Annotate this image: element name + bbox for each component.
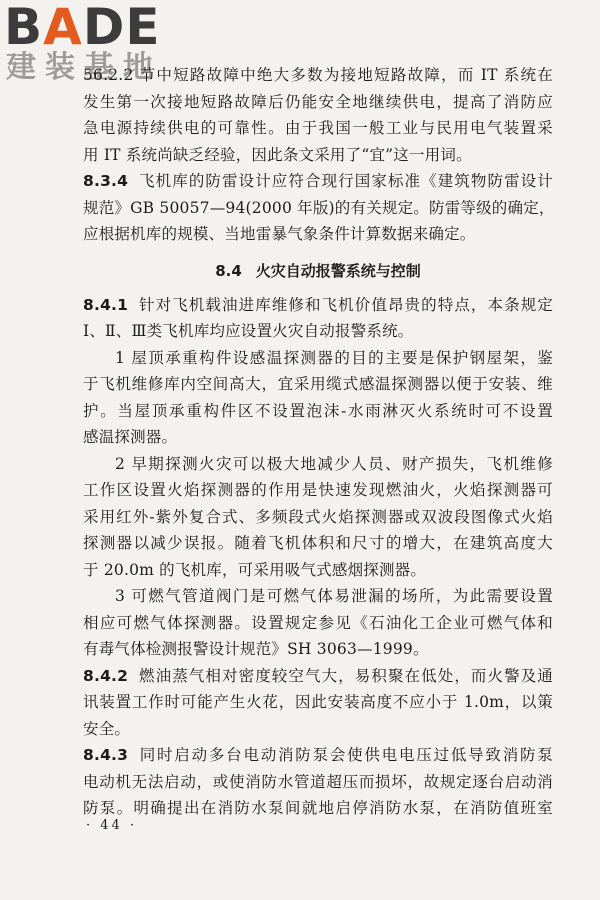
text-line: 用 IT 系统尚缺乏经验，因此条文采用了“宜”这一用词。 <box>83 145 472 164</box>
text-line: 56.2.2 节中短路故障中绝大多数为接地短路故障，而 IT 系统在 <box>83 66 553 84</box>
text-line: 于飞机维修库内空间高大，宜采用缆式感温探测器以便于安装、维 <box>83 375 553 393</box>
clause-number: 8.4.1 <box>83 295 129 314</box>
text-line: 讯装置工作时可能产生火花，因此安装高度不应小于 1.0m，以策 <box>83 693 553 711</box>
list-item-3-line: 3 可燃气管道阀门是可燃气体易泄漏的场所，为此需要设置 <box>115 587 553 605</box>
text-line: 发生第一次接地短路故障后仍能安全地继续供电，提高了消防应 <box>83 92 553 111</box>
text-line: 应根据机库的规模、当地雷暴气象条件计算数据来确定。 <box>83 225 476 243</box>
text-line: 于 20.0m 的飞机库，可采用吸气式感烟探测器。 <box>83 560 427 579</box>
text-line: 感温探测器。 <box>83 428 178 446</box>
clause-number: 8.3.4 <box>83 172 129 190</box>
clause-number: 8.4.3 <box>83 746 129 764</box>
text-line: 规范》GB 50057—94(2000 年版)的有关规定。防雷等级的确定， <box>83 198 555 217</box>
section-number: 8.4 <box>215 261 242 280</box>
clause-text: 针对飞机载油进库维修和飞机价值昂贵的特点，本条规定 <box>138 295 553 314</box>
clause-text: 同时启动多台电动消防泵会使供电电压过低导致消防泵 <box>138 746 553 764</box>
text-line: 探测器以减少误报。随着飞机体积和尺寸的增大，在建筑高度大 <box>83 534 553 552</box>
body-text <box>83 62 553 822</box>
clause-8-3-4-line <box>83 168 553 195</box>
text-line: 工作区设置火焰探测器的作用是快速发现燃油火，火焰探测器可 <box>83 481 553 499</box>
list-item-2-line: 2 早期探测火灾可以极大地减少人员、财产损失，飞机维修 <box>115 454 553 473</box>
text-line: Ⅰ、Ⅱ、Ⅲ类飞机库均应设置火灾自动报警系统。 <box>83 322 414 340</box>
clause-text: 燃油蒸气相对密度较空气大，易积聚在低处，而火警及通 <box>138 666 553 685</box>
list-item-1-line: 1 屋顶承重构件设感温探测器的目的主要是保护钢屋架，鉴 <box>115 348 553 367</box>
text-line: 采用红外-紫外复合式、多频段式火焰探测器或双波段图像式火焰 <box>83 507 553 526</box>
page-number: · 44 · <box>86 818 138 833</box>
text-line: 相应可燃气体探测器。设置规定参见《石油化工企业可燃气体和 <box>83 613 553 632</box>
section-title: 火灾自动报警系统与控制 <box>255 261 421 280</box>
logo-cjk-text: 建装基地 <box>6 50 162 85</box>
clause-8-4-2-line <box>83 663 553 690</box>
logo-wordmark <box>4 0 161 56</box>
clause-text: 飞机库的防雷设计应符合现行国家标准《建筑物防雷设计 <box>138 172 553 190</box>
section-heading <box>83 258 553 284</box>
text-line: 防泵。明确提出在消防水泵间就地启停消防水泵，在消防值班室 <box>83 799 553 817</box>
text-line: 电动机无法启动，或使消防水管道超压而损坏，故规定逐台启动消 <box>83 772 553 791</box>
text-line: 有毒气体检测报警设计规范》SH 3063—1999。 <box>83 640 429 658</box>
logo-letters-de: DE <box>82 0 161 56</box>
logo-letter-b: B <box>4 0 44 56</box>
text-line: 急电源持续供电的可靠性。由于我国一般工业与民用电气装置采 <box>83 119 553 137</box>
text-line: 护。当屋顶承重构件区不设置泡沫-水雨淋灭火系统时可不设置 <box>83 401 553 420</box>
clause-number: 8.4.2 <box>83 666 129 685</box>
text-line: 安全。 <box>83 719 131 738</box>
logo-letter-a-accent: A <box>43 0 83 56</box>
clause-8-4-3-line <box>83 742 553 769</box>
clause-8-4-1-line <box>83 292 553 319</box>
